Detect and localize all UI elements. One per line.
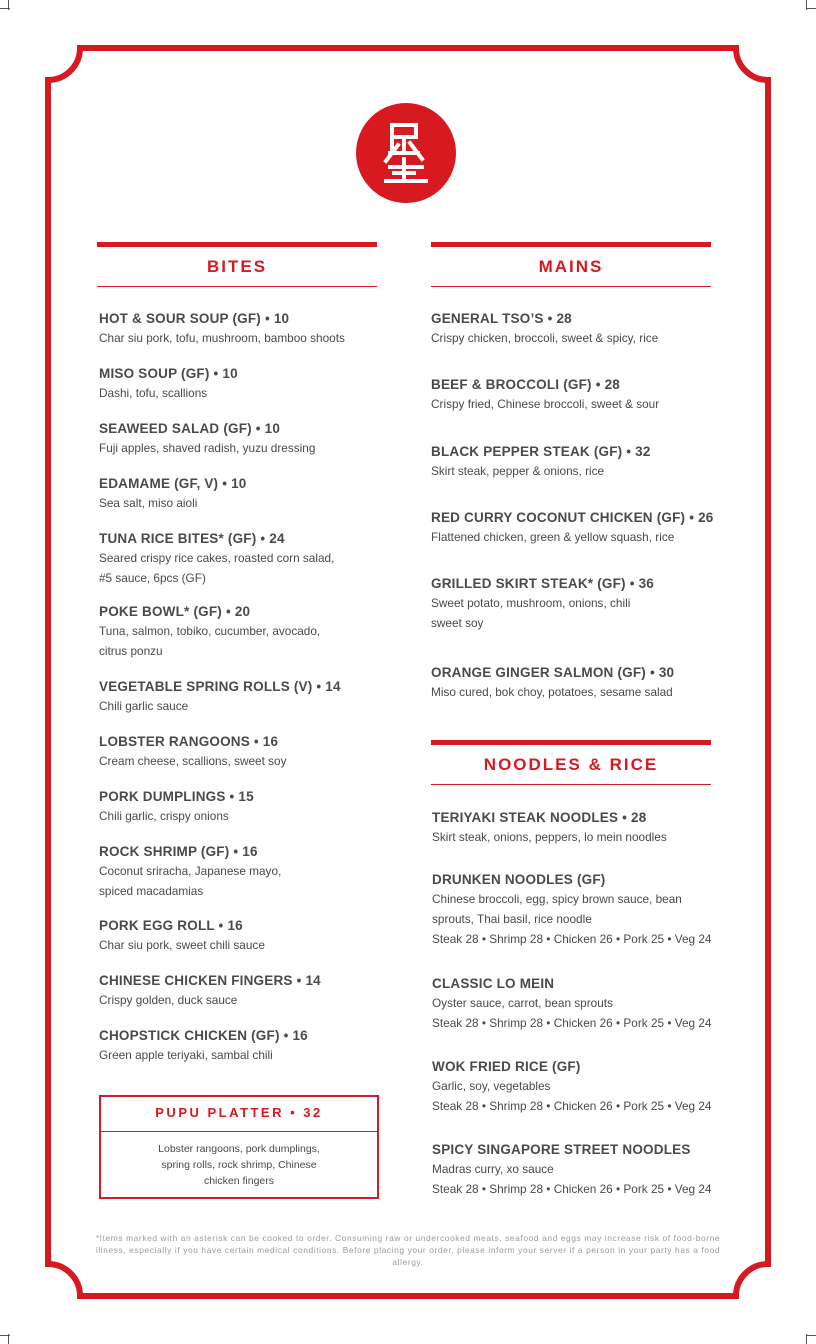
menu-item (99, 421, 389, 458)
section-rule (97, 286, 377, 287)
menu-item (99, 531, 389, 588)
menu-item-name: LOBSTER RANGOONS • 16 (99, 734, 279, 749)
menu-item (99, 476, 389, 513)
menu-item-name: POKE BOWL* (GF) • 20 (99, 604, 251, 619)
menu-item-name: GENERAL TSO’S • 28 (431, 311, 572, 326)
menu-item-description: Crispy fried, Chinese broccoli, sweet & sour (431, 397, 660, 411)
menu-item-name: CLASSIC LO MEIN (432, 976, 555, 991)
menu-item-description: Coconut sriracha, Japanese mayo, (99, 864, 282, 878)
pupu-divider (101, 1131, 377, 1132)
bites-title: BITES (206, 257, 268, 276)
menu-item (99, 679, 389, 716)
red-circle-seal-icon (356, 103, 456, 203)
allergy-disclaimer: *Items marked with an asterisk can be cooked to order. Consuming raw or undercooked meats, seafood and eggs may increase risk of food-borne illness, especially if you have certain medical conditions. Before placing your order, please inform your server if a person in your party has a food allergy. (95, 1233, 721, 1267)
menu-item (99, 973, 389, 1010)
menu-item (99, 1028, 389, 1065)
menu-item (431, 576, 731, 633)
noodles-column (431, 740, 711, 790)
menu-item-name: SEAWEED SALAD (GF) • 10 (99, 421, 281, 436)
menu-item-description: Flattened chicken, green & yellow squash, rice (431, 530, 675, 544)
bites-section-header (97, 242, 377, 292)
menu-item-description: Crispy golden, duck sauce (99, 993, 238, 1007)
pupu-desc-line: chicken fingers (203, 1175, 275, 1187)
menu-item-description: #5 sauce, 6pcs (GF) (99, 571, 206, 585)
menu-item-description: Skirt steak, onions, peppers, lo mein noodles (432, 830, 667, 844)
menu-item-name: ROCK SHRIMP (GF) • 16 (99, 844, 258, 859)
menu-item (99, 734, 389, 771)
menu-item-description: Sea salt, miso aioli (99, 496, 198, 510)
menu-item-name: PORK EGG ROLL • 16 (99, 918, 243, 933)
menu-item-name: TUNA RICE BITES* (GF) • 24 (99, 531, 285, 546)
section-bar (97, 242, 377, 247)
menu-item-name: SPICY SINGAPORE STREET NOODLES (432, 1142, 691, 1157)
menu-item (432, 872, 732, 949)
menu-item-name: PORK DUMPLINGS • 15 (99, 789, 254, 804)
menu-item-description: Skirt steak, pepper & onions, rice (431, 464, 605, 478)
menu-item-name: BLACK PEPPER STEAK (GF) • 32 (431, 444, 651, 459)
menu-item-description: Madras curry, xo sauce (432, 1162, 554, 1176)
menu-item (99, 604, 389, 661)
menu-item (99, 789, 389, 826)
menu-item (99, 918, 389, 955)
pupu-desc-line: spring rolls, rock shrimp, Chinese (161, 1159, 317, 1171)
menu-item-description: Steak 28 • Shrimp 28 • Chicken 26 • Pork 25 • Veg 24 (432, 1099, 712, 1113)
section-bar (431, 242, 711, 247)
menu-item-description: Crispy chicken, broccoli, sweet & spicy, rice (431, 331, 659, 345)
menu-item-description: Green apple teriyaki, sambal chili (99, 1048, 273, 1062)
mains-column (431, 242, 711, 292)
menu-item (431, 444, 731, 481)
menu-item-description: sweet soy (431, 616, 484, 630)
menu-item (431, 377, 731, 414)
menu-item-description: Chili garlic, crispy onions (99, 809, 229, 823)
menu-item (431, 311, 731, 348)
menu-item-description: Chili garlic sauce (99, 699, 189, 713)
bites-column (97, 242, 377, 292)
menu-item-description: Miso cured, bok choy, potatoes, sesame salad (431, 685, 673, 699)
menu-item-name: ORANGE GINGER SALMON (GF) • 30 (431, 665, 675, 680)
noodles-title: NOODLES & RICE (483, 755, 659, 774)
menu-item-description: Dashi, tofu, scallions (99, 386, 208, 400)
menu-item-name: RED CURRY COCONUT CHICKEN (GF) • 26 (431, 510, 714, 525)
menu-item-name: CHINESE CHICKEN FINGERS • 14 (99, 973, 321, 988)
menu-item-name: DRUNKEN NOODLES (GF) (432, 872, 606, 887)
menu-item-description: citrus ponzu (99, 644, 163, 658)
menu-item-description: Steak 28 • Shrimp 28 • Chicken 26 • Pork 25 • Veg 24 (432, 932, 712, 946)
menu-item (431, 665, 731, 702)
menu-item-description: Sweet potato, mushroom, onions, chili (431, 596, 631, 610)
menu-item-name: EDAMAME (GF, V) • 10 (99, 476, 247, 491)
menu-item (431, 510, 731, 547)
menu-item-name: MISO SOUP (GF) • 10 (99, 366, 238, 381)
section-rule (431, 286, 711, 287)
menu-item (432, 810, 732, 847)
menu-item-description: Cream cheese, scallions, sweet soy (99, 754, 287, 768)
pupu-platter-desc (121, 1141, 357, 1189)
menu-item-name: BEEF & BROCCOLI (GF) • 28 (431, 377, 620, 392)
menu-item (99, 366, 389, 403)
pupu-platter-title: PUPU PLATTER • 32 (155, 1105, 323, 1120)
menu-item-description: Fuji apples, shaved radish, yuzu dressing (99, 441, 316, 455)
menu-item (99, 311, 389, 348)
menu-item-description: Steak 28 • Shrimp 28 • Chicken 26 • Pork 25 • Veg 24 (432, 1016, 712, 1030)
menu-item-description: Oyster sauce, carrot, bean sprouts (432, 996, 613, 1010)
menu-item (432, 1142, 732, 1199)
menu-item-name: GRILLED SKIRT STEAK* (GF) • 36 (431, 576, 654, 591)
noodles-section-header (431, 740, 711, 790)
section-bar (431, 740, 711, 745)
menu-item (432, 976, 732, 1033)
pupu-desc-line: Lobster rangoons, pork dumplings, (158, 1143, 320, 1155)
menu-item-description: Chinese broccoli, egg, spicy brown sauce, bean (432, 892, 682, 906)
menu-item-description: Char siu pork, sweet chili sauce (99, 938, 265, 952)
menu-item-name: VEGETABLE SPRING ROLLS (V) • 14 (99, 679, 341, 694)
mains-section-header (431, 242, 711, 292)
pupu-platter-box (99, 1095, 379, 1199)
menu-item-description: Char siu pork, tofu, mushroom, bamboo shoots (99, 331, 345, 345)
menu-item (99, 844, 389, 901)
menu-item-description: Garlic, soy, vegetables (432, 1079, 551, 1093)
mains-title: MAINS (538, 257, 604, 276)
menu-item-name: WOK FRIED RICE (GF) (432, 1059, 581, 1074)
menu-item-description: spiced macadamias (99, 884, 204, 898)
menu-item-description: sprouts, Thai basil, rice noodle (432, 912, 592, 926)
menu-item-description: Steak 28 • Shrimp 28 • Chicken 26 • Pork 25 • Veg 24 (432, 1182, 712, 1196)
menu-item-name: CHOPSTICK CHICKEN (GF) • 16 (99, 1028, 308, 1043)
menu-item (432, 1059, 732, 1116)
menu-item-description: Seared crispy rice cakes, roasted corn salad, (99, 551, 335, 565)
menu-item-name: TERIYAKI STEAK NOODLES • 28 (432, 810, 647, 825)
section-rule (431, 784, 711, 785)
menu-item-description: Tuna, salmon, tobiko, cucumber, avocado, (99, 624, 321, 638)
menu-item-name: HOT & SOUR SOUP (GF) • 10 (99, 311, 290, 326)
